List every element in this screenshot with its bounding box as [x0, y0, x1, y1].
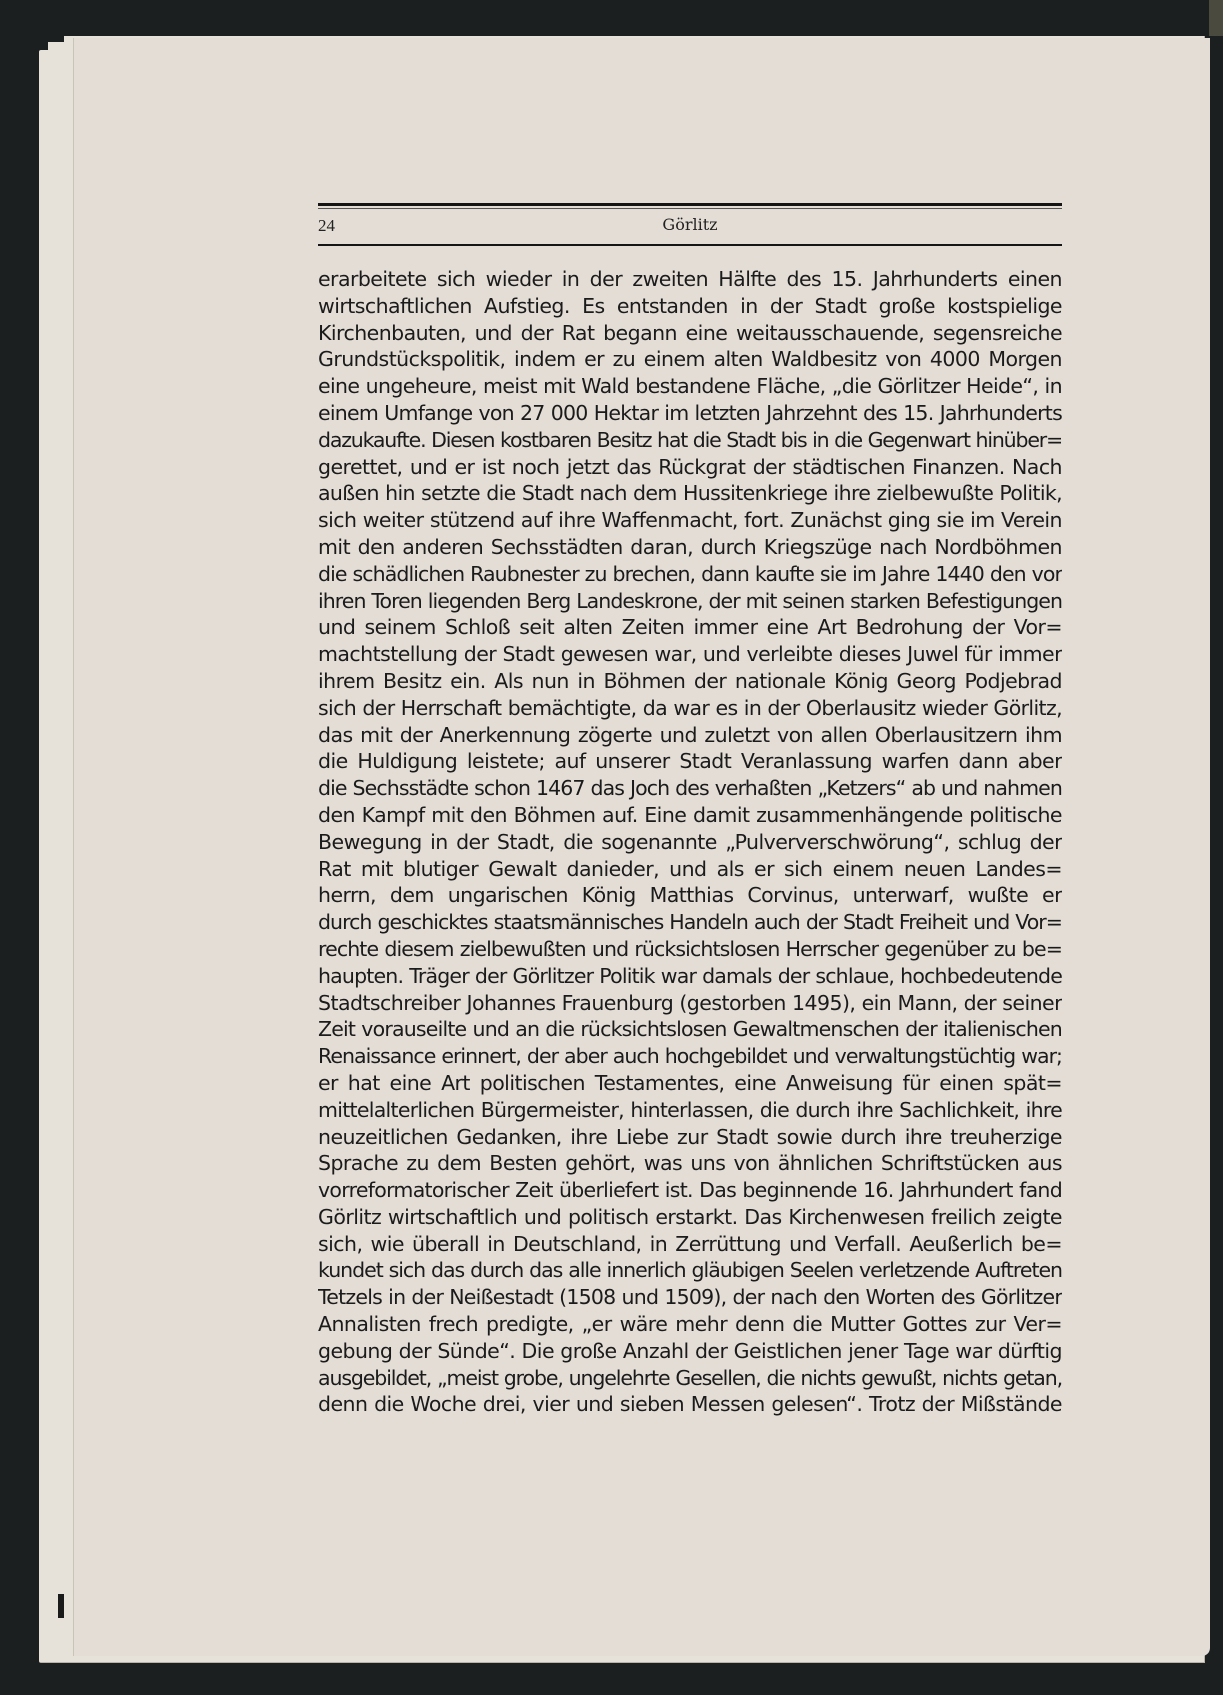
text-line: erarbeitete sich wieder in der zweiten Hälfte des 15. Jahrhunderts einen: [318, 267, 1062, 291]
text-line: herrn, dem ungarischen König Matthias Corvinus, unterwarf, wußte er: [318, 883, 1062, 908]
text-line: denn die Woche drei, vier und sieben Messen gelesen“. Trotz der Mißstände: [318, 1392, 1062, 1417]
text-line: Stadtschreiber Johannes Frauenburg (gestorben 1495), ein Mann, der seiner: [318, 990, 1062, 1015]
text-line: durch geschicktes staatsmännisches Handeln auch der Stadt Freiheit und Vor=: [318, 910, 1062, 935]
header-rule-bottom: [318, 244, 1062, 246]
text-line: eine ungeheure, meist mit Wald bestandene Fläche, „die Görlitzer Heide“, in: [318, 374, 1062, 399]
text-line: Kirchenbauten, und der Rat begann eine weitausschauende, segensreiche: [318, 320, 1062, 345]
text-line: rechte diesem zielbewußten und rücksichtslosen Herrscher gegenüber zu be=: [318, 936, 1062, 961]
text-line: Annalisten frech predigte, „er wäre mehr denn die Mutter Gottes zur Ver=: [318, 1312, 1062, 1337]
text-line: Rat mit blutiger Gewalt danieder, und als er sich einem neuen Landes=: [318, 856, 1062, 881]
scan-clip: [1209, 0, 1223, 36]
text-line: und seinem Schloß seit alten Zeiten immer eine Art Bedrohung der Vor=: [318, 615, 1062, 640]
text-line: wirtschaftlichen Aufstieg. Es entstanden in der Stadt große kostspielige: [318, 293, 1062, 318]
text-line: die Huldigung leistete; auf unserer Stadt Veranlassung warfen dann aber: [318, 749, 1062, 774]
text-line: haupten. Träger der Görlitzer Politik war damals der schlaue, hochbedeutende: [318, 963, 1062, 988]
text-line: sich weiter stützend auf ihre Waffenmacht, fort. Zunächst ging sie im Verein: [318, 508, 1062, 533]
text-line: vorreformatorischer Zeit überliefert ist. Das beginnende 16. Jahrhundert fand: [318, 1178, 1062, 1203]
text-line: machtstellung der Stadt gewesen war, und verleibte dieses Juwel für immer: [318, 642, 1062, 667]
text-line: dazukaufte. Diesen kostbaren Besitz hat die Stadt bis in die Gegenwart hinüber=: [318, 427, 1062, 452]
text-line: Renaissance erinnert, der aber auch hochgebildet und verwaltungstüchtig war;: [318, 1044, 1062, 1069]
text-line: gerettet, und er ist noch jetzt das Rückgrat der städtischen Finanzen. Nach: [318, 454, 1062, 479]
page-number: 24: [318, 216, 335, 235]
header-rule-thin: [318, 208, 1062, 209]
text-line: sich der Herrschaft bemächtigte, da war es in der Oberlausitz wieder Görlitz,: [318, 695, 1062, 720]
text-line: ihren Toren liegenden Berg Landeskrone, der mit seinen starken Befestigungen: [318, 588, 1062, 613]
text-line: er hat eine Art politischen Testamentes, eine Anweisung für einen spät=: [318, 1070, 1062, 1095]
text-line: einem Umfange von 27 000 Hektar im letzten Jahrzehnt des 15. Jahrhunderts: [318, 400, 1062, 425]
text-line: Bewegung in der Stadt, die sogenannte „Pulververschwörung“, schlug der: [318, 829, 1062, 854]
text-line: kundet sich das durch das alle innerlich gläubigen Seelen verletzende Auftreten: [318, 1258, 1062, 1283]
text-line: ausgebildet, „meist grobe, ungelehrte Gesellen, die nichts gewußt, nichts getan,: [318, 1365, 1062, 1390]
text-line: den Kampf mit den Böhmen auf. Eine damit zusammenhängende politische: [318, 802, 1062, 827]
text-line: Tetzels in der Neißestadt (1508 und 1509), der nach den Worten des Görlitzer: [318, 1285, 1062, 1310]
text-line: neuzeitlichen Gedanken, ihre Liebe zur Stadt sowie durch ihre treuherzige: [318, 1124, 1062, 1149]
text-line: gebung der Sünde“. Die große Anzahl der Geistlichen jener Tage war dürftig: [318, 1338, 1062, 1363]
text-line: die Sechsstädte schon 1467 das Joch des verhaßten „Ketzers“ ab und nahmen: [318, 776, 1062, 801]
text-line: das mit der Anerkennung zögerte und zuletzt von allen Oberlausitzern ihm: [318, 722, 1062, 747]
text-line: die schädlichen Raubnester zu brechen, dann kaufte sie im Jahre 1440 den vor: [318, 561, 1062, 586]
text-line: ihrem Besitz ein. Als nun in Böhmen der nationale König Georg Podjebrad: [318, 668, 1062, 693]
text-line: Görlitz wirtschaftlich und politisch erstarkt. Das Kirchenwesen freilich zeigte: [318, 1204, 1062, 1229]
text-line: Grundstückspolitik, indem er zu einem alten Waldbesitz von 4000 Morgen: [318, 347, 1062, 372]
running-head: Görlitz: [662, 215, 718, 234]
text-line: mit den anderen Sechsstädten daran, durch Kriegszüge nach Nordböhmen: [318, 534, 1062, 559]
body-text: [318, 266, 1062, 1418]
binding-mark: [58, 1594, 64, 1618]
text-line: sich, wie überall in Deutschland, in Zerrüttung und Verfall. Aeußerlich be=: [318, 1231, 1062, 1256]
text-line: mittelalterlichen Bürgermeister, hinterlassen, die durch ihre Sachlichkeit, ihre: [318, 1097, 1062, 1122]
text-line: Sprache zu dem Besten gehört, was uns von ähnlichen Schriftstücken aus: [318, 1151, 1062, 1176]
text-line: Zeit vorauseilte und an die rücksichtslosen Gewaltmenschen der italienischen: [318, 1017, 1062, 1042]
text-line: außen hin setzte die Stadt nach dem Hussitenkriege ihre zielbewußte Politik,: [318, 481, 1062, 506]
header-rule-top: [318, 203, 1062, 206]
